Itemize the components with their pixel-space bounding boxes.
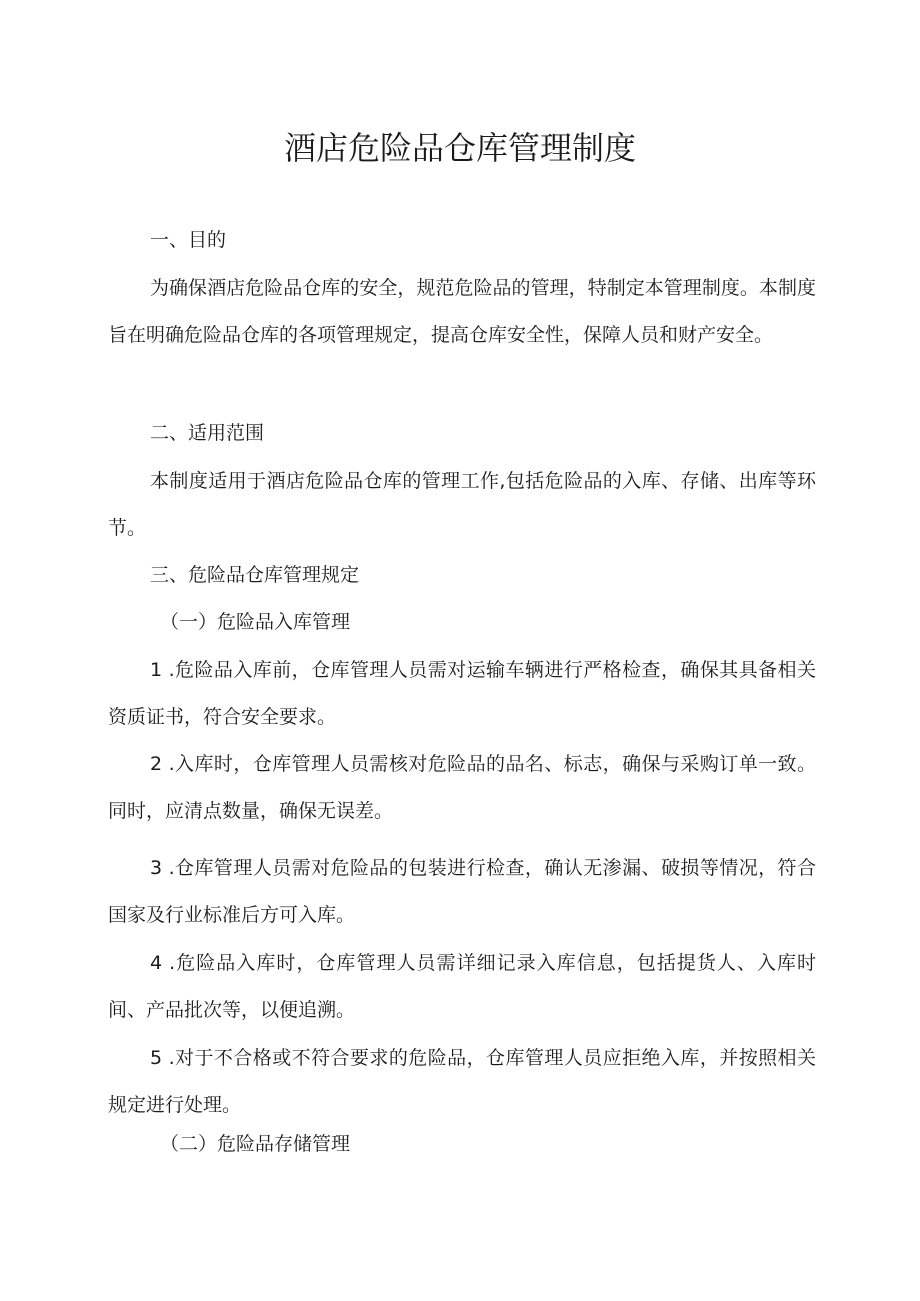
- list-item-inbound-3: 3 .仓库管理人员需对危险品的包装进行检查，确认无渗漏、破损等情况，符合国家及行业标准后方可入库。: [108, 857, 816, 926]
- section-paragraph-scope: 本制度适用于酒店危险品仓库的管理工作,包括危险品的入库、存储、出库等环节。: [108, 470, 816, 539]
- list-item-inbound-5: 5 .对于不合格或不符合要求的危险品，仓库管理人员应拒绝入库，并按照相关规定进行处理。: [108, 1047, 816, 1116]
- list-item-inbound-4: 4 .危险品入库时，仓库管理人员需详细记录入库信息，包括提货人、入库时间、产品批次等，以便追溯。: [108, 952, 816, 1021]
- section-paragraph-purpose: 为确保酒店危险品仓库的安全，规范危险品的管理，特制定本管理制度。本制度旨在明确危险品仓库的各项管理规定，提高仓库安全性，保障人员和财产安全。: [108, 277, 816, 346]
- subsection-heading-inbound: （一）危险品入库管理: [160, 611, 351, 633]
- document-title: 酒店危险品仓库管理制度: [283, 129, 636, 167]
- list-item-inbound-1: 1 .危险品入库前，仓库管理人员需对运输车辆进行严格检查，确保其具备相关资质证书，符合安全要求。: [108, 659, 816, 728]
- section-heading-scope: 二、适用范围: [150, 422, 265, 444]
- section-heading-purpose: 一、目的: [150, 229, 227, 251]
- section-heading-rules: 三、危险品仓库管理规定: [150, 564, 360, 586]
- subsection-heading-storage: （二）危险品存储管理: [160, 1133, 351, 1155]
- list-item-inbound-2: 2 .入库时，仓库管理人员需核对危险品的品名、标志，确保与采购订单一致。同时，应清点数量，确保无误差。: [108, 753, 816, 822]
